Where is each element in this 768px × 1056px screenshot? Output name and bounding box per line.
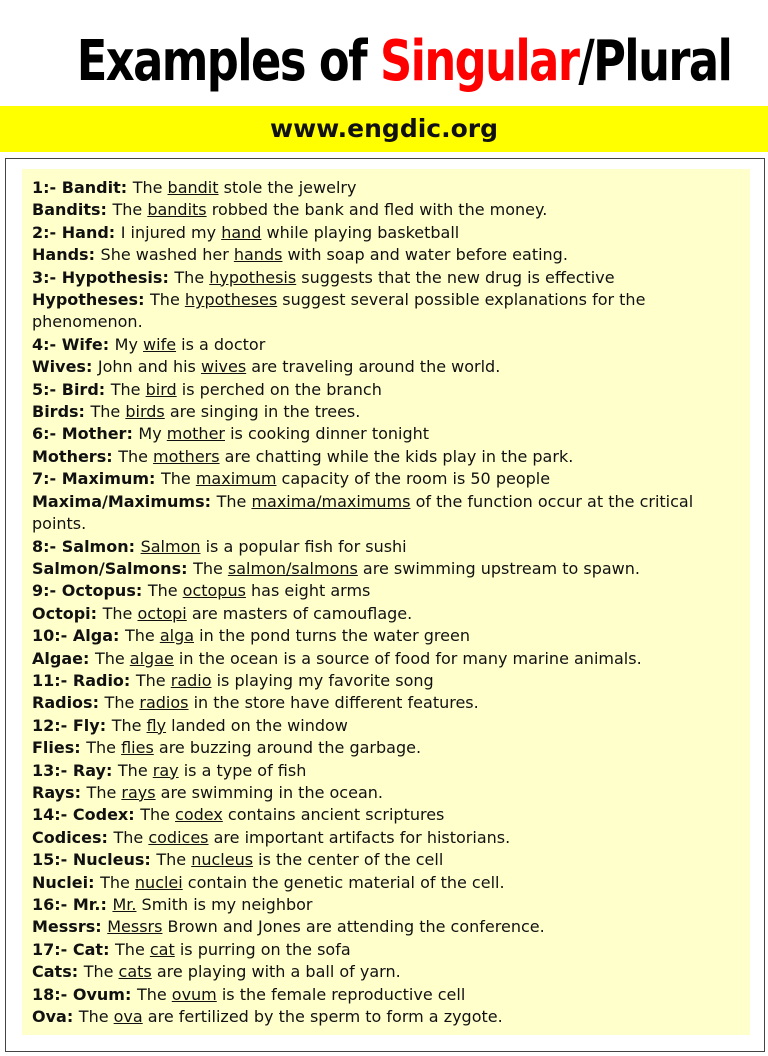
singular-word-label: 11:- Radio:	[32, 670, 136, 690]
singular-example	[32, 804, 732, 826]
singular-example	[32, 177, 732, 199]
plural-word-label: Messrs:	[32, 917, 108, 937]
singular-word-label: 2:- Hand:	[32, 222, 121, 242]
plural-example	[32, 872, 732, 894]
singular-word: Octopus	[61, 581, 136, 601]
sentence-start: The	[117, 760, 153, 780]
sentence-start: The	[136, 984, 172, 1004]
plural-example	[32, 356, 732, 378]
example-number: 18	[32, 984, 55, 1004]
title-suffix: /Plural	[578, 29, 732, 94]
plural-word-label: Hypotheses:	[32, 290, 151, 310]
sentence-end: are swimming upstream to spawn.	[357, 558, 640, 578]
plural-word-label: Birds:	[32, 402, 91, 422]
underlined-keyword: salmon/salmons	[227, 558, 358, 578]
sentence-end: is a type of fish	[178, 760, 307, 780]
plural-word: Octopi	[32, 603, 91, 623]
sentence-start: I injured my	[120, 222, 222, 242]
sentence-start: The	[90, 402, 126, 422]
singular-word: Bird	[61, 379, 99, 399]
plural-word: Flies	[32, 738, 75, 758]
plural-word: Cats	[32, 962, 72, 982]
plural-word-label: Bandits:	[32, 200, 113, 220]
sentence-end: in the store have different features.	[188, 693, 479, 713]
sentence-end: are buzzing around the garbage.	[153, 738, 422, 758]
plural-example	[32, 603, 732, 625]
underlined-keyword: alga	[159, 626, 195, 646]
sentence-start: The	[104, 693, 140, 713]
singular-word-label: 7:- Maximum:	[32, 469, 161, 489]
underlined-keyword: ova	[113, 1007, 143, 1027]
example-number: 4	[32, 334, 44, 354]
page-title	[76, 22, 732, 102]
title-accent-word: Singular	[379, 29, 579, 94]
sentence-start: The	[110, 379, 146, 399]
underlined-keyword: wives	[200, 357, 247, 377]
singular-word: Ray	[72, 760, 106, 780]
singular-example	[32, 894, 732, 916]
sentence-end: in the pond turns the water green	[194, 626, 470, 646]
singular-example	[32, 334, 732, 356]
plural-word-label: Algae:	[32, 648, 95, 668]
plural-word: Hands	[32, 245, 89, 265]
sentence-start: The	[86, 782, 122, 802]
sentence-end: Smith is my neighbor	[136, 895, 313, 914]
plural-word: Mothers	[32, 446, 107, 466]
plural-example	[32, 737, 732, 759]
example-number: 17	[32, 939, 55, 959]
underlined-keyword: bandits	[147, 200, 207, 220]
singular-word: Hypothesis	[61, 267, 163, 287]
sentence-end: are masters of camouflage.	[186, 603, 413, 623]
sentence-end: in the ocean is a source of food for many marine animals.	[173, 648, 642, 668]
underlined-keyword: mothers	[153, 446, 220, 466]
plural-word: Rays	[32, 782, 75, 802]
underlined-keyword: bandit	[167, 178, 219, 197]
sentence-start: The	[78, 1007, 114, 1027]
singular-word-label: 14:- Codex:	[32, 805, 141, 825]
sentence-end: are chatting while the kids play in the park.	[219, 446, 574, 466]
underlined-keyword: hypothesis	[209, 267, 297, 287]
singular-word: Salmon	[61, 536, 129, 556]
singular-example	[32, 267, 732, 289]
underlined-keyword: nucleus	[191, 850, 254, 870]
singular-word-label: 3:- Hypothesis:	[32, 267, 175, 287]
plural-word-label: Hands:	[32, 245, 101, 265]
sentence-end: landed on the window	[166, 715, 348, 735]
underlined-keyword: mother	[166, 424, 225, 444]
sentence-end: is a doctor	[176, 334, 266, 354]
underlined-keyword: radio	[170, 670, 212, 690]
plural-word: Algae	[32, 648, 83, 668]
underlined-keyword: cats	[118, 962, 152, 982]
singular-word: Codex	[72, 805, 129, 825]
sentence-end: capacity of the room is 50 people	[276, 469, 551, 489]
singular-word-label: 18:- Ovum:	[32, 984, 137, 1004]
underlined-keyword: birds	[125, 402, 165, 422]
plural-word: Ova	[32, 1007, 67, 1027]
plural-example	[32, 401, 732, 423]
underlined-keyword: octopus	[182, 581, 246, 601]
singular-word: Alga	[72, 626, 113, 646]
singular-example	[32, 580, 732, 602]
underlined-keyword: fly	[146, 715, 167, 735]
sentence-end: robbed the bank and fled with the money.	[206, 200, 548, 220]
underlined-keyword: nuclei	[134, 872, 183, 892]
sentence-end: are traveling around the world.	[246, 357, 501, 377]
sentence-start: The	[160, 469, 196, 489]
singular-word-label: 12:- Fly:	[32, 715, 112, 735]
plural-word-label: Flies:	[32, 738, 87, 758]
plural-word-label: Octopi:	[32, 603, 103, 623]
sentence-start: The	[132, 178, 168, 197]
underlined-keyword: wife	[143, 334, 177, 354]
plural-example	[32, 244, 732, 266]
sentence-end: suggests that the new drug is effective	[296, 267, 615, 287]
sentence-end: is cooking dinner tonight	[225, 424, 430, 444]
sentence-end: is the female reproductive cell	[216, 984, 466, 1004]
singular-word: Mother	[61, 424, 127, 444]
plural-example	[32, 491, 732, 536]
plural-example	[32, 648, 732, 670]
plural-example	[32, 961, 732, 983]
singular-word-label: 8:- Salmon:	[32, 536, 141, 556]
sentence-end: are fertilized by the sperm to form a zygote.	[142, 1007, 503, 1027]
example-number: 14	[32, 805, 55, 825]
sentence-start: The	[112, 200, 148, 220]
website-banner	[0, 106, 768, 152]
underlined-keyword: hypotheses	[184, 290, 278, 310]
underlined-keyword: hand	[221, 222, 262, 242]
sentence-start: The	[115, 939, 150, 959]
singular-word-label: 6:- Mother:	[32, 424, 139, 444]
underlined-keyword: algae	[129, 648, 174, 668]
sentence-end: is a popular fish for sushi	[200, 536, 407, 556]
underlined-keyword: octopi	[137, 603, 187, 623]
sentence-end: Brown and Jones are attending the conference.	[162, 917, 545, 937]
sentence-end: are singing in the trees.	[164, 402, 361, 422]
plural-word: Salmon/Salmons	[32, 558, 182, 578]
plural-word-label: Nuclei:	[32, 872, 101, 892]
singular-word: Hand	[61, 222, 109, 242]
sentence-end: contains ancient scriptures	[222, 805, 445, 825]
example-number: 11	[32, 670, 55, 690]
singular-word-label: 13:- Ray:	[32, 760, 118, 780]
underlined-keyword: Mr.	[112, 895, 137, 914]
sentence-start: The	[86, 738, 122, 758]
plural-word-label: Radios:	[32, 693, 105, 713]
sentence-start: The	[113, 827, 149, 847]
sentence-end: of the function occur at the critical points.	[32, 491, 694, 534]
singular-example	[32, 760, 732, 782]
sentence-end: contain the genetic material of the cell.	[182, 872, 505, 892]
underlined-keyword: maxima/maximums	[251, 491, 411, 511]
singular-example	[32, 423, 732, 445]
singular-example	[32, 222, 732, 244]
underlined-keyword: codex	[175, 805, 223, 825]
example-number: 5	[32, 379, 44, 399]
underlined-keyword: flies	[121, 738, 154, 758]
sentence-end: with soap and water before eating.	[282, 245, 568, 265]
sentence-start: She washed her	[100, 245, 234, 265]
singular-word: Mr.	[72, 895, 101, 914]
example-number: 16	[32, 895, 55, 914]
example-number: 13	[32, 760, 55, 780]
singular-word-label: 1:- Bandit:	[32, 178, 133, 197]
singular-example	[32, 984, 732, 1006]
sentence-start: The	[135, 670, 171, 690]
singular-word-label: 16:- Mr.:	[32, 895, 113, 914]
sentence-end: is playing my favorite song	[211, 670, 434, 690]
sentence-start: The	[174, 267, 210, 287]
singular-example	[32, 536, 732, 558]
singular-example	[32, 468, 732, 490]
sentence-start: My	[114, 334, 144, 354]
singular-example	[32, 849, 732, 871]
example-number: 1	[32, 178, 44, 197]
sentence-start: The	[216, 491, 252, 511]
singular-word: Nucleus	[72, 850, 145, 870]
plural-word: Radios	[32, 693, 93, 713]
underlined-keyword: radios	[139, 693, 189, 713]
sentence-end: are important artifacts for historians.	[208, 827, 511, 847]
singular-word: Fly	[72, 715, 100, 735]
sentence-end: is purring on the sofa	[174, 939, 351, 959]
singular-example	[32, 715, 732, 737]
underlined-keyword: codices	[148, 827, 209, 847]
singular-word-label: 15:- Nucleus:	[32, 850, 157, 870]
underlined-keyword: Messrs	[107, 917, 163, 937]
examples-list	[32, 177, 732, 1028]
underlined-keyword: rays	[121, 782, 156, 802]
plural-word-label: Codices:	[32, 827, 114, 847]
sentence-start: The	[150, 290, 185, 310]
sentence-start: The	[102, 603, 138, 623]
singular-word: Ovum	[72, 984, 125, 1004]
singular-word: Maximum	[61, 469, 150, 489]
plural-example	[32, 289, 732, 334]
underlined-keyword: cat	[149, 939, 175, 959]
plural-example	[32, 692, 732, 714]
example-number: 15	[32, 850, 55, 870]
plural-word: Messrs	[32, 917, 96, 937]
plural-word-label: Cats:	[32, 962, 84, 982]
example-number: 10	[32, 626, 55, 646]
underlined-keyword: hands	[233, 245, 283, 265]
sentence-start: The	[193, 558, 228, 578]
sentence-end: is perched on the branch	[176, 379, 382, 399]
plural-example	[32, 916, 732, 938]
sentence-start: The	[83, 962, 119, 982]
plural-word: Birds	[32, 402, 79, 422]
underlined-keyword: ray	[152, 760, 179, 780]
sentence-end: stole the jewelry	[218, 178, 357, 197]
underlined-keyword: Salmon	[140, 536, 201, 556]
plural-word-label: Wives:	[32, 357, 98, 377]
singular-word: Radio	[72, 670, 124, 690]
sentence-start: John and his	[97, 357, 201, 377]
plural-word-label: Rays:	[32, 782, 87, 802]
sentence-start: The	[156, 850, 192, 870]
singular-example	[32, 939, 732, 961]
plural-word-label: Salmon/Salmons:	[32, 558, 194, 578]
example-number: 12	[32, 715, 55, 735]
singular-word-label: 5:- Bird:	[32, 379, 111, 399]
sentence-start: The	[124, 626, 160, 646]
plural-word-label: Ova:	[32, 1007, 79, 1027]
sentence-start: My	[138, 424, 167, 444]
singular-word: Bandit	[61, 178, 121, 197]
singular-word-label: 17:- Cat:	[32, 939, 116, 959]
example-number: 7	[32, 469, 44, 489]
plural-word: Bandits	[32, 200, 101, 220]
example-number: 3	[32, 267, 44, 287]
plural-word: Codices	[32, 827, 102, 847]
singular-word-label: 10:- Alga:	[32, 626, 125, 646]
singular-word: Cat	[72, 939, 104, 959]
plural-example	[32, 782, 732, 804]
website-url: www.engdic.org	[269, 114, 498, 143]
title-prefix: Examples of	[76, 29, 380, 94]
plural-example	[32, 446, 732, 468]
sentence-start: The	[111, 715, 147, 735]
singular-example	[32, 670, 732, 692]
plural-word: Wives	[32, 357, 86, 377]
underlined-keyword: ovum	[171, 984, 217, 1004]
example-number: 6	[32, 424, 44, 444]
singular-example	[32, 625, 732, 647]
plural-word-label: Maxima/Maximums:	[32, 491, 217, 511]
plural-example	[32, 1006, 732, 1028]
sentence-end: is the center of the cell	[253, 850, 444, 870]
plural-example	[32, 827, 732, 849]
underlined-keyword: bird	[145, 379, 177, 399]
plural-word: Hypotheses	[32, 290, 139, 310]
plural-example	[32, 199, 732, 221]
sentence-end: suggest several possible explanations for the phenomenon.	[32, 290, 646, 332]
singular-word-label: 9:- Octopus:	[32, 581, 148, 601]
singular-word-label: 4:- Wife:	[32, 334, 115, 354]
example-number: 9	[32, 581, 44, 601]
plural-word: Maxima/Maximums	[32, 491, 205, 511]
underlined-keyword: maximum	[195, 469, 277, 489]
sentence-start: The	[140, 805, 176, 825]
sentence-start: The	[100, 872, 135, 892]
plural-word-label: Mothers:	[32, 446, 119, 466]
sentence-end: are playing with a ball of yarn.	[151, 962, 401, 982]
sentence-start: The	[147, 581, 183, 601]
sentence-end: has eight arms	[245, 581, 371, 601]
sentence-end: while playing basketball	[261, 222, 460, 242]
singular-word: Wife	[61, 334, 103, 354]
example-number: 8	[32, 536, 44, 556]
plural-example	[32, 558, 732, 580]
example-number: 2	[32, 222, 44, 242]
sentence-end: are swimming in the ocean.	[155, 782, 383, 802]
plural-word: Nuclei	[32, 872, 89, 892]
sentence-start: The	[94, 648, 130, 668]
sentence-start: The	[118, 446, 154, 466]
singular-example	[32, 379, 732, 401]
